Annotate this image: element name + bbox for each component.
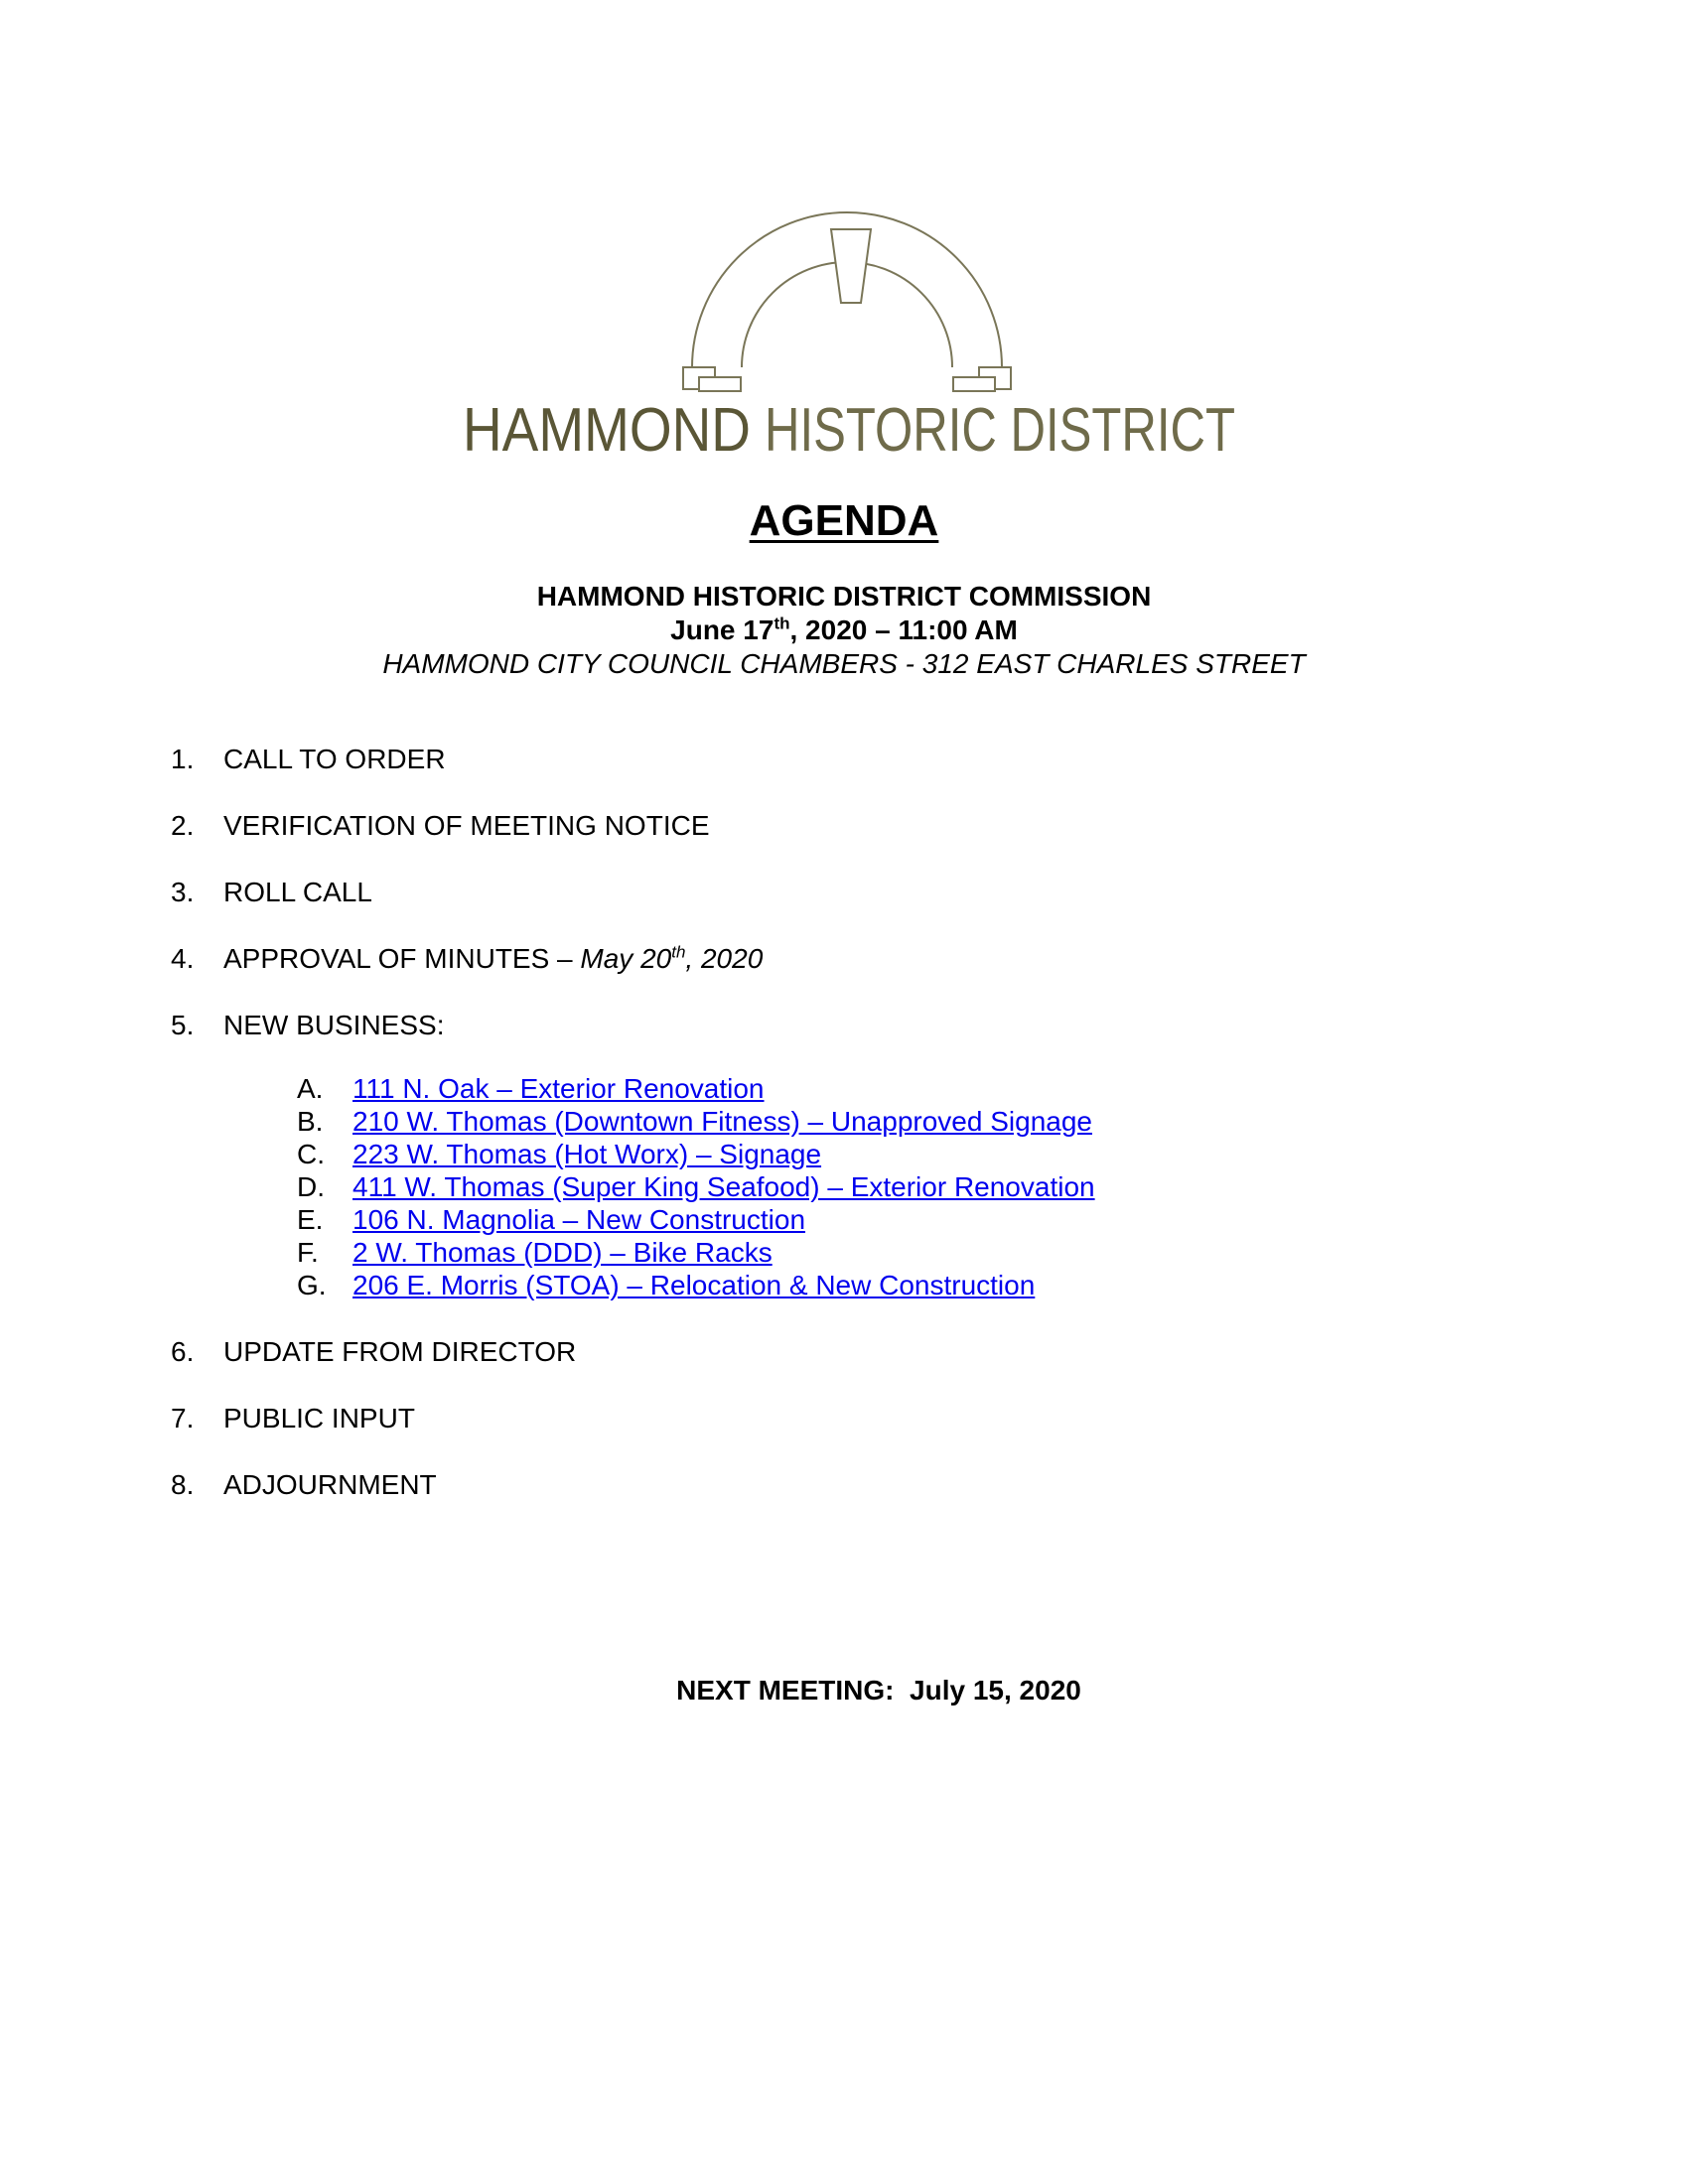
agenda-item-label: UPDATE FROM DIRECTOR <box>223 1336 577 1367</box>
new-business-link[interactable]: 206 E. Morris (STOA) – Relocation & New Construction <box>352 1270 1036 1300</box>
agenda-item-number: 1. <box>171 744 195 774</box>
agenda-item-label: ROLL CALL <box>223 877 372 907</box>
new-business-link[interactable]: 411 W. Thomas (Super King Seafood) – Exterior Renovation <box>352 1171 1095 1202</box>
agenda-item-number: 4. <box>171 943 195 974</box>
list-item-letter: D. <box>297 1171 325 1202</box>
list-item <box>171 1105 1561 1138</box>
minutes-date: May 20th, 2020 <box>580 942 764 974</box>
list-item <box>171 1236 1561 1269</box>
page-title: AGENDA <box>749 496 939 545</box>
list-item <box>171 1269 1561 1301</box>
agenda-item-call-to-order <box>171 743 1561 776</box>
new-business-link[interactable]: 223 W. Thomas (Hot Worx) – Signage <box>352 1139 822 1169</box>
meeting-header <box>0 580 1688 681</box>
agenda-item-number: 2. <box>171 810 195 841</box>
new-business-link[interactable]: 111 N. Oak – Exterior Renovation <box>352 1073 765 1104</box>
agenda-item-approval-of-minutes <box>171 942 1561 976</box>
meeting-date-time: June 17th, 2020 – 11:00 AM <box>670 614 1018 645</box>
agenda-item-number: 3. <box>171 877 195 907</box>
hammond-historic-district-logo <box>457 226 1241 465</box>
agenda-item-number: 7. <box>171 1403 195 1433</box>
agenda-item-number: 8. <box>171 1469 195 1500</box>
list-item <box>171 1138 1561 1170</box>
logo-wordmark-primary: HAMMOND <box>463 396 751 465</box>
agenda-item-label: NEW BUSINESS: <box>223 1010 445 1040</box>
list-item-letter: A. <box>297 1073 324 1104</box>
list-item <box>171 1203 1561 1236</box>
agenda-item-adjournment <box>171 1468 1561 1502</box>
agenda-item-new-business <box>171 1009 1561 1042</box>
agenda-item-number: 6. <box>171 1336 195 1367</box>
meeting-location: HAMMOND CITY COUNCIL CHAMBERS - 312 EAST CHARLES STREET <box>382 648 1306 679</box>
agenda-item-roll-call <box>171 876 1561 909</box>
agenda-item-label: VERIFICATION OF MEETING NOTICE <box>223 810 710 841</box>
logo-wordmark-secondary: HISTORIC DISTRICT <box>765 396 1235 465</box>
arch-keystone-icon <box>457 226 1241 465</box>
new-business-link[interactable]: 210 W. Thomas (Downtown Fitness) – Unapproved Signage <box>352 1106 1092 1137</box>
list-item-letter: E. <box>297 1204 324 1235</box>
agenda-item-public-input <box>171 1402 1561 1435</box>
agenda-item-verification <box>171 809 1561 843</box>
list-item-letter: B. <box>297 1106 324 1137</box>
new-business-link[interactable]: 106 N. Magnolia – New Construction <box>352 1204 806 1235</box>
new-business-link[interactable]: 2 W. Thomas (DDD) – Bike Racks <box>352 1237 773 1268</box>
new-business-list <box>171 1072 1561 1301</box>
list-item-letter: C. <box>297 1139 325 1169</box>
agenda-item-update-from-director <box>171 1335 1561 1369</box>
list-item-letter: F. <box>297 1237 319 1268</box>
list-item <box>171 1170 1561 1203</box>
list-item-letter: G. <box>297 1270 327 1300</box>
agenda-item-label: APPROVAL OF MINUTES – May 20th, 2020 <box>223 942 764 974</box>
agenda-item-label: CALL TO ORDER <box>223 744 446 774</box>
agenda-item-number: 5. <box>171 1010 195 1040</box>
agenda-item-label: ADJOURNMENT <box>223 1469 437 1500</box>
agenda-list <box>171 743 1561 1535</box>
organization-name: HAMMOND HISTORIC DISTRICT COMMISSION <box>536 581 1152 612</box>
next-meeting-notice: NEXT MEETING: July 15, 2020 <box>676 1675 1081 1706</box>
agenda-item-label: PUBLIC INPUT <box>223 1403 415 1433</box>
list-item <box>171 1072 1561 1105</box>
